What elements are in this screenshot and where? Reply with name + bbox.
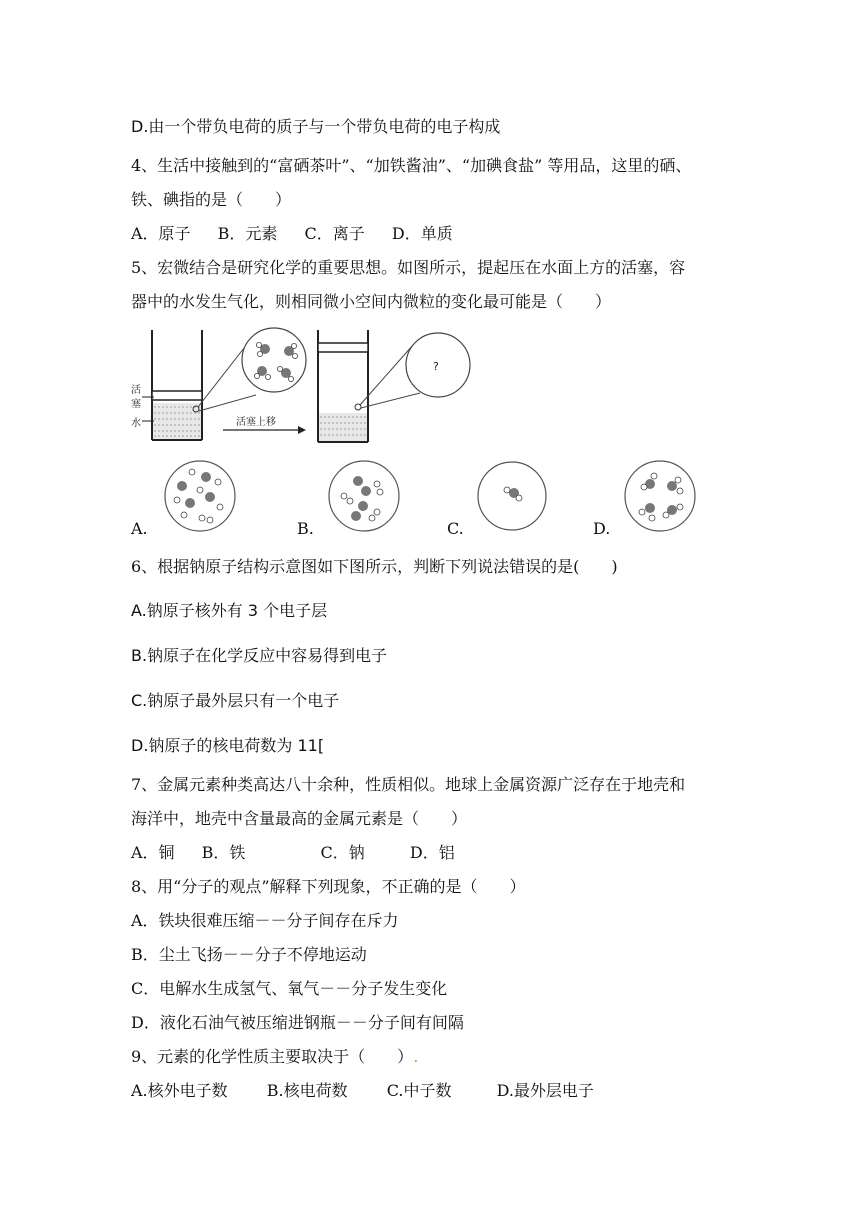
question-9-mark: . xyxy=(413,1047,419,1066)
choice-c-label: C. xyxy=(447,519,464,538)
choice-b-diagram xyxy=(329,461,399,531)
q4-option-d: D．单质 xyxy=(391,224,453,243)
option-d-previous: D.由一个带负电荷的质子与一个带负电荷的电子构成 xyxy=(131,117,501,136)
q9-option-c: C.中子数 xyxy=(386,1081,452,1100)
question-6: 6、根据钠原子结构示意图如下图所示，判断下列说法错误的是( ) xyxy=(131,557,618,576)
choice-b-label: B. xyxy=(297,519,314,538)
question-7-line-1: 7、金属元素种类高达八十余种，性质相似。地球上金属资源广泛存在于地壳和 xyxy=(131,775,686,794)
q6-option-c: C.钠原子最外层只有一个电子 xyxy=(131,691,340,710)
q7-option-c: C．钠 xyxy=(320,843,365,862)
water-label: 水 xyxy=(131,418,141,429)
q6-option-d: D.钠原子的核电荷数为 11[ xyxy=(131,736,325,755)
piston-figure xyxy=(128,325,508,450)
q7-option-a: A．铜 xyxy=(131,843,175,862)
q9-option-a: A.核外电子数 xyxy=(131,1081,228,1100)
question-5-line-2: 器中的水发生气化，则相同微小空间内微粒的变化最可能是（ ） xyxy=(131,292,612,311)
answer-choice-figures xyxy=(160,460,720,535)
q7-option-b: B．铁 xyxy=(201,843,246,862)
q7-option-d: D．铝 xyxy=(409,843,455,862)
q6-option-b: B.钠原子在化学反应中容易得到电子 xyxy=(131,646,388,665)
arrow-label: 活塞上移 xyxy=(236,417,276,428)
choice-d-diagram xyxy=(625,461,695,531)
q4-option-a: A．原子 xyxy=(131,224,191,243)
question-4-line-2: 铁、碘指的是（ ） xyxy=(131,190,292,209)
q4-option-b: B．元素 xyxy=(217,224,278,243)
q8-option-d: D．液化石油气被压缩进钢瓶－－分子间有间隔 xyxy=(131,1013,464,1032)
q8-option-b: B．尘土飞扬－－分子不停地运动 xyxy=(131,945,367,964)
piston-label-1: 活 xyxy=(131,385,141,396)
question-5-line-1: 5、宏微结合是研究化学的重要思想。如图所示，提起压在水面上方的活塞，容 xyxy=(131,258,686,277)
question-4-line-1: 4、生活中接触到的“富硒茶叶”、“加铁酱油”、“加碘食盐” 等用品，这里的硒、 xyxy=(131,156,692,175)
q6-option-a: A.钠原子核外有 3 个电子层 xyxy=(131,601,328,620)
question-4-options xyxy=(131,223,475,245)
unknown-mark: ? xyxy=(433,360,439,373)
choice-a-diagram xyxy=(165,461,235,531)
piston-label-2: 塞 xyxy=(131,399,141,410)
q9-option-b: B.核电荷数 xyxy=(266,1081,348,1100)
question-8: 8、用“分子的观点”解释下列现象，不正确的是（ ） xyxy=(131,877,526,896)
question-7-line-2: 海洋中，地壳中含量最高的金属元素是（ ） xyxy=(131,809,468,828)
q4-option-c: C．离子 xyxy=(304,224,365,243)
question-9 xyxy=(131,1046,418,1068)
question-9-options xyxy=(131,1080,594,1102)
q8-option-c: C．电解水生成氢气、氧气－－分子发生变化 xyxy=(131,979,448,998)
q9-option-d: D.最外层电子 xyxy=(496,1081,594,1100)
choice-a-label: A. xyxy=(131,519,148,538)
choice-d-label: D. xyxy=(593,519,611,538)
choice-c-diagram xyxy=(478,462,546,530)
question-7-options xyxy=(131,842,455,864)
question-9-text: 9、元素的化学性质主要取决于（ ） xyxy=(131,1047,414,1066)
q8-option-a: A．铁块很难压缩－－分子间存在斥力 xyxy=(131,911,399,930)
